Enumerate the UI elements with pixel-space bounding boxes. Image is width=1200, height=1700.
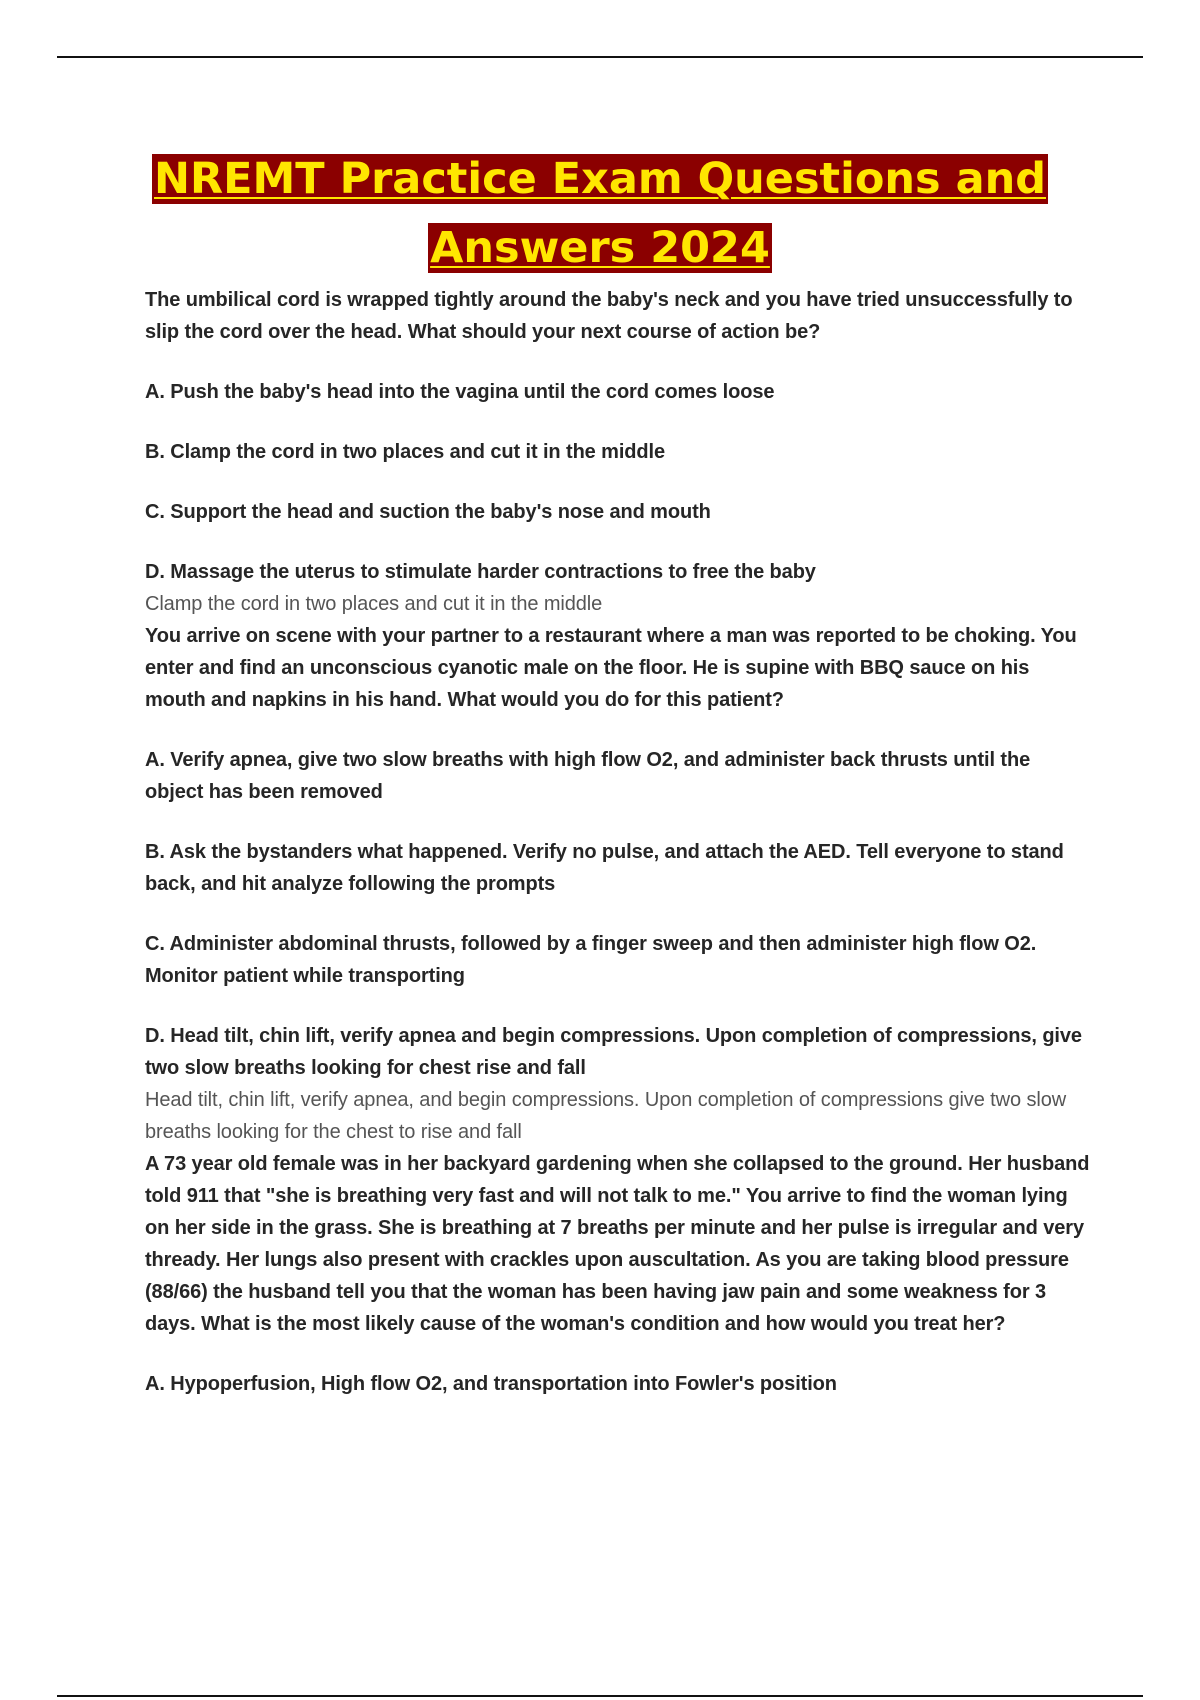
question-2-answer: Head tilt, chin lift, verify apnea, and begin compressions. Upon completion of compressions give two slow breaths looking for the chest to rise and fall <box>145 1089 1067 1143</box>
question-3-text: A 73 year old female was in her backyard gardening when she collapsed to the ground. Her husband told 911 that "she is breathing very fast and will not talk to me." You arrive to find the woman lying on her side in the grass. She is breathing at 7 breaths per minute and her pulse is irregular and very thready. Her lungs also present with crackles upon auscultation. As you are taking blood pressure (88/66) the husband tell you that the woman has been having jaw pain and some weakness for 3 days. What is the most likely cause of the woman's condition and how would you treat her? <box>145 1153 1090 1335</box>
title-line-2: Answers 2024 <box>430 223 770 273</box>
title-line-1: NREMT Practice Exam Questions and <box>154 154 1046 204</box>
question-1-option-d: D. Massage the uterus to stimulate harder contractions to free the baby <box>145 561 816 583</box>
document-body <box>145 284 1090 1400</box>
question-2-option-c: C. Administer abdominal thrusts, followed by a finger sweep and then administer high flow O2. Monitor patient while transporting <box>145 933 1037 987</box>
question-1-option-c: C. Support the head and suction the baby's nose and mouth <box>145 501 711 523</box>
question-1-option-b: B. Clamp the cord in two places and cut it in the middle <box>145 441 666 463</box>
question-2-option-b: B. Ask the bystanders what happened. Verify no pulse, and attach the AED. Tell everyone to stand back, and hit analyze following the prompts <box>145 841 1064 895</box>
question-2-option-d: D. Head tilt, chin lift, verify apnea and begin compressions. Upon completion of compressions, give two slow breaths looking for chest rise and fall <box>145 1025 1082 1079</box>
question-1-option-a: A. Push the baby's head into the vagina until the cord comes loose <box>145 381 775 403</box>
top-rule <box>57 56 1143 58</box>
question-1-answer: Clamp the cord in two places and cut it in the middle <box>145 593 603 615</box>
bottom-rule <box>57 1695 1143 1697</box>
question-2-option-a: A. Verify apnea, give two slow breaths with high flow O2, and administer back thrusts until the object has been removed <box>145 749 1031 803</box>
document-title <box>0 145 1200 283</box>
question-1-text: The umbilical cord is wrapped tightly around the baby's neck and you have tried unsuccessfully to slip the cord over the head. What should your next course of action be? <box>145 289 1073 343</box>
question-2-text: You arrive on scene with your partner to a restaurant where a man was reported to be choking. You enter and find an unconscious cyanotic male on the floor. He is supine with BBQ sauce on his mouth and napkins in his hand. What would you do for this patient? <box>145 625 1077 711</box>
question-3-option-a: A. Hypoperfusion, High flow O2, and transportation into Fowler's position <box>145 1373 837 1395</box>
